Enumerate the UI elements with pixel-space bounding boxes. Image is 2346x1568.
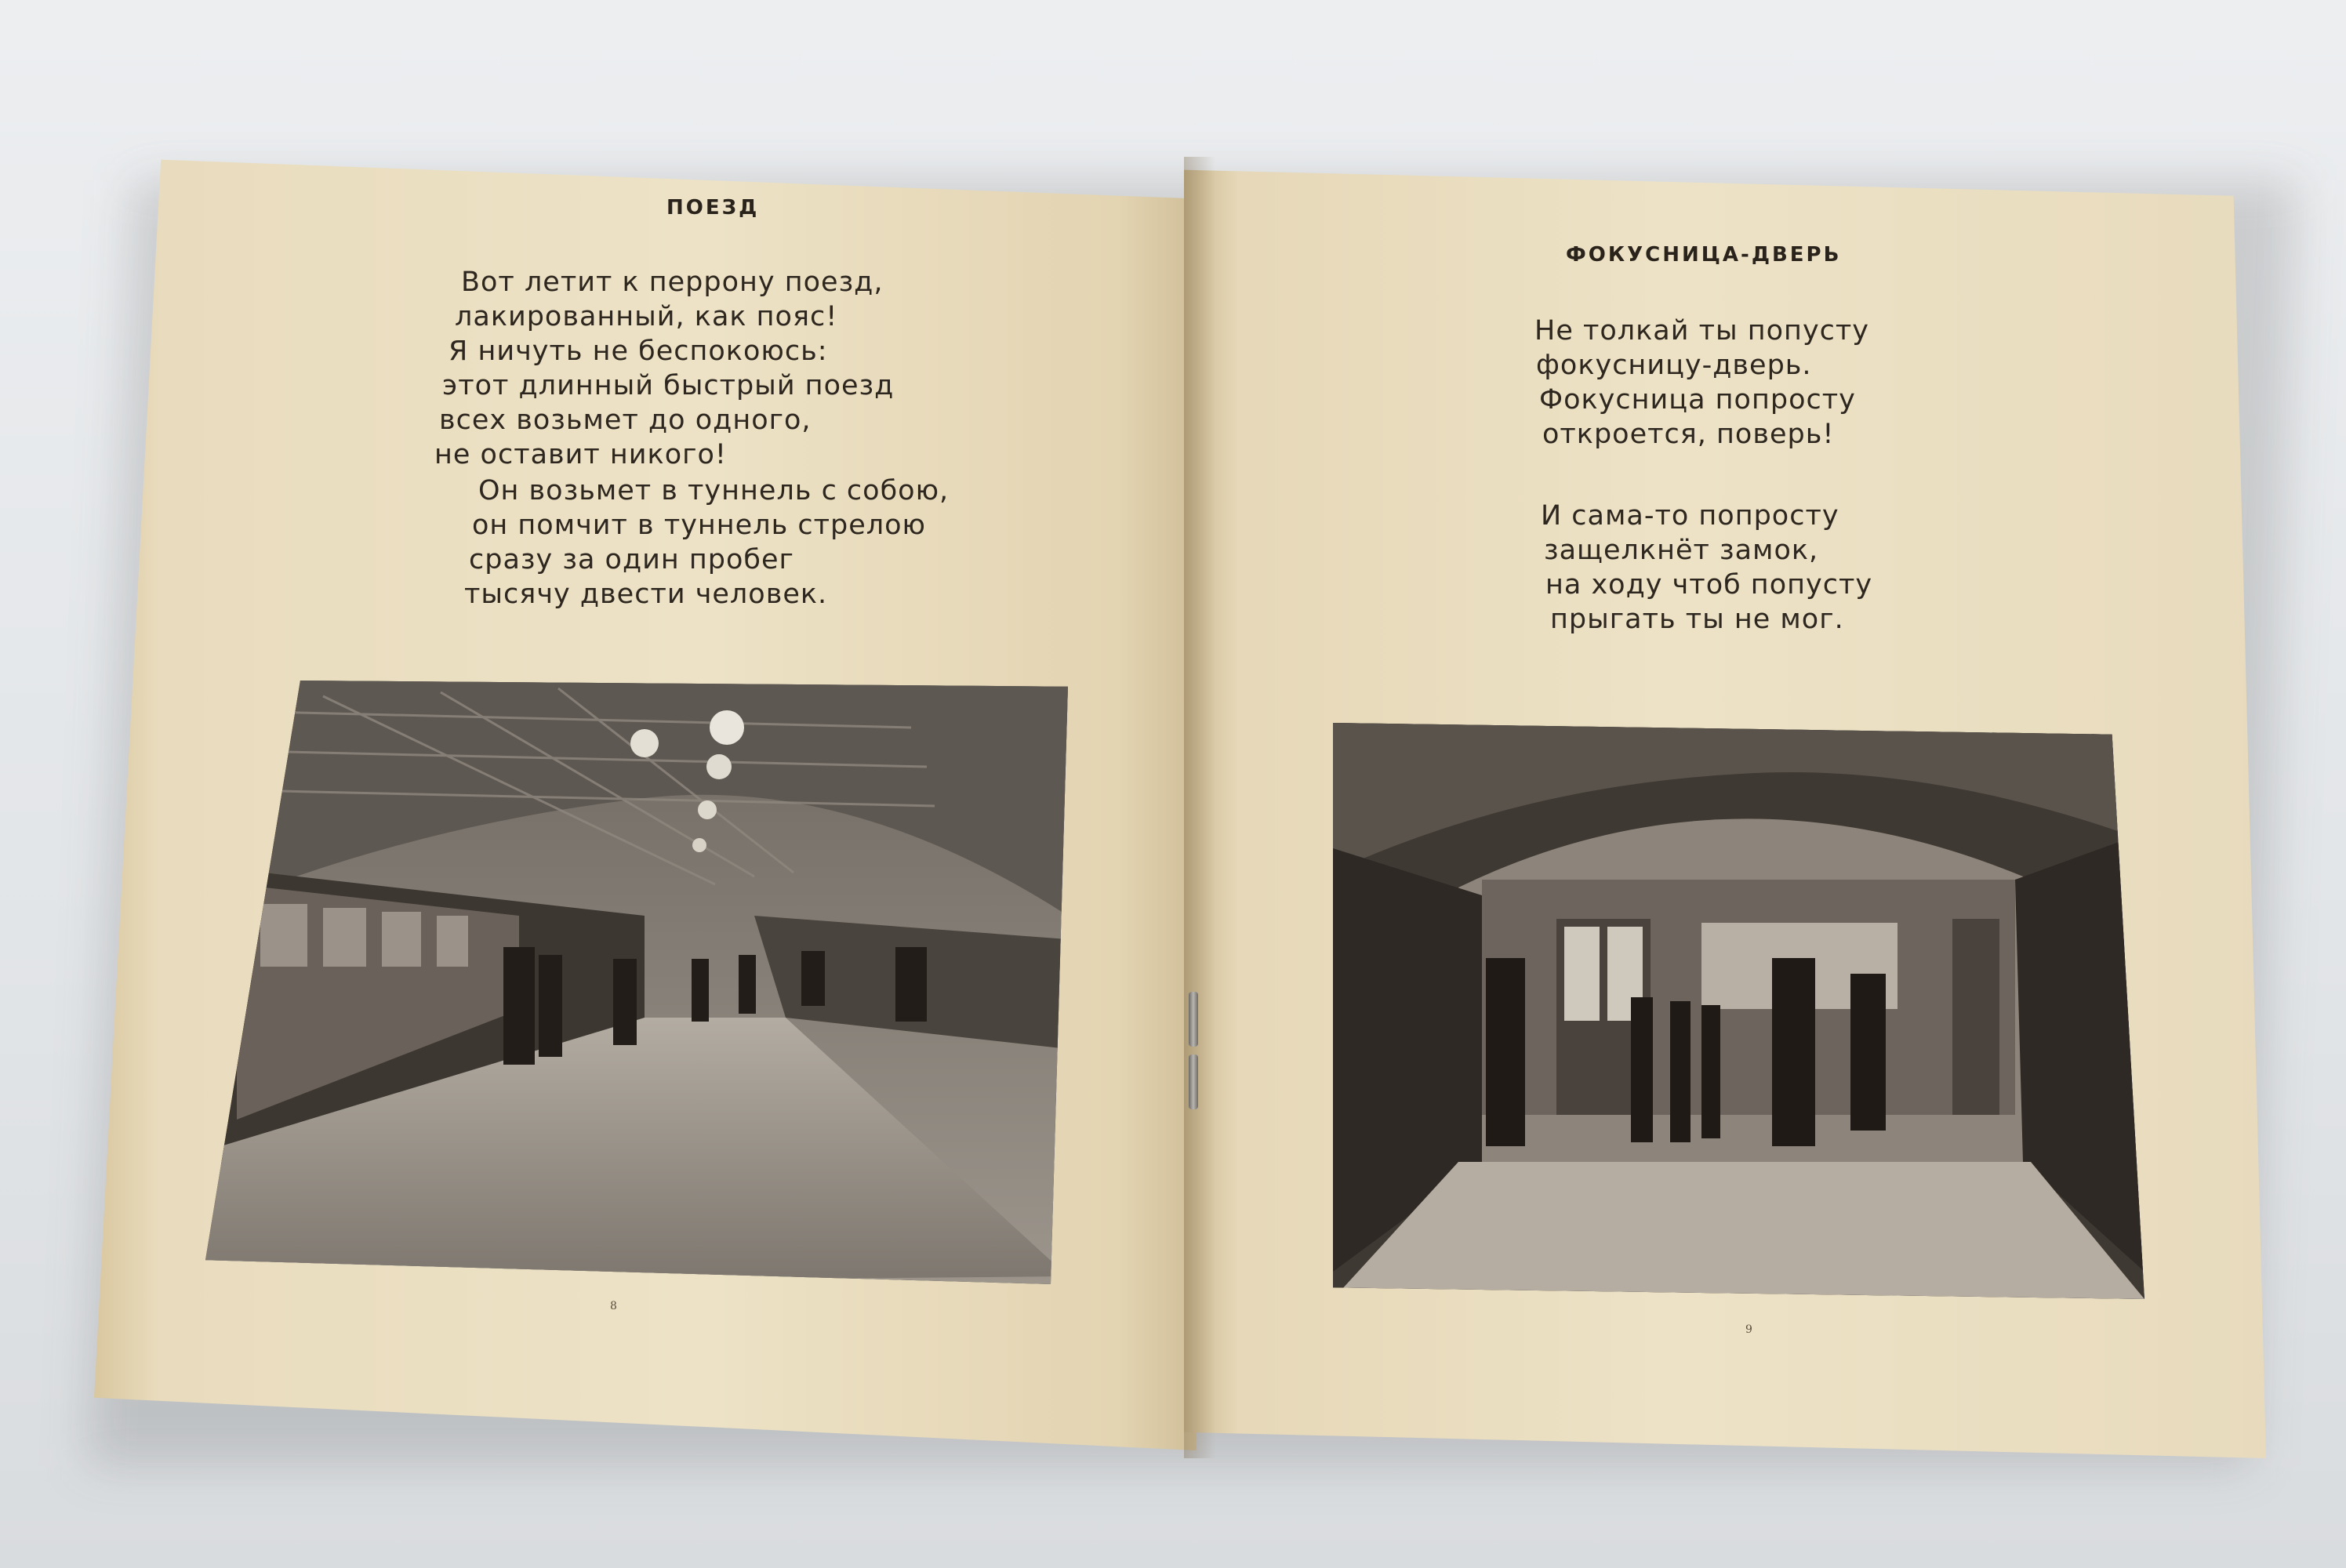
poem-line: И сама-то попросту <box>1541 500 1839 532</box>
poem-line: откроется, поверь! <box>1542 419 1835 450</box>
poem-line: всех возьмет до одного, <box>439 405 812 436</box>
left-page-title: ПОЕЗД <box>666 196 760 220</box>
poem-line: Фокусница попросту <box>1539 384 1856 416</box>
poem-line: он помчит в туннель стрелою <box>472 510 926 541</box>
metro-platform-illustration <box>205 681 1068 1284</box>
staple-bottom <box>1189 1054 1198 1109</box>
right-page-number: 9 <box>1745 1323 1752 1336</box>
book-gutter <box>1184 157 1215 1458</box>
right-page-title: ФОКУСНИЦА-ДВЕРЬ <box>1566 243 1842 267</box>
poem-line: сразу за один пробег <box>469 544 794 575</box>
poem-line: защелкнёт замок, <box>1544 535 1819 566</box>
right-poem-stanza-1 <box>1533 314 1869 452</box>
staple-top <box>1189 992 1198 1047</box>
poem-line: не оставит никого! <box>434 439 727 470</box>
left-poem-stanza-1 <box>434 265 895 472</box>
right-poem-stanza-2 <box>1541 499 1872 637</box>
poem-line: Я ничуть не беспокоюсь: <box>448 336 828 367</box>
poem-line: этот длинный быстрый поезд <box>442 370 895 401</box>
metro-platform-photo <box>205 681 1068 1284</box>
poem-line: прыгать ты не мог. <box>1550 604 1844 635</box>
poem-line: фокусницу-дверь. <box>1536 350 1812 381</box>
left-page-number: 8 <box>610 1300 617 1312</box>
metro-arch-photo <box>1333 723 2144 1299</box>
poem-line: тысячу двести человек. <box>464 579 828 610</box>
poem-line: Не толкай ты попусту <box>1534 315 1869 347</box>
poem-line: Вот летит к перрону поезд, <box>461 267 884 298</box>
poem-line: на ходу чтоб попусту <box>1545 569 1873 601</box>
poem-line: лакированный, как пояс! <box>455 301 838 332</box>
left-poem-stanza-2 <box>464 474 950 612</box>
metro-arch-illustration <box>1333 723 2144 1299</box>
poem-line: Он возьмет в туннель с собою, <box>478 475 950 506</box>
